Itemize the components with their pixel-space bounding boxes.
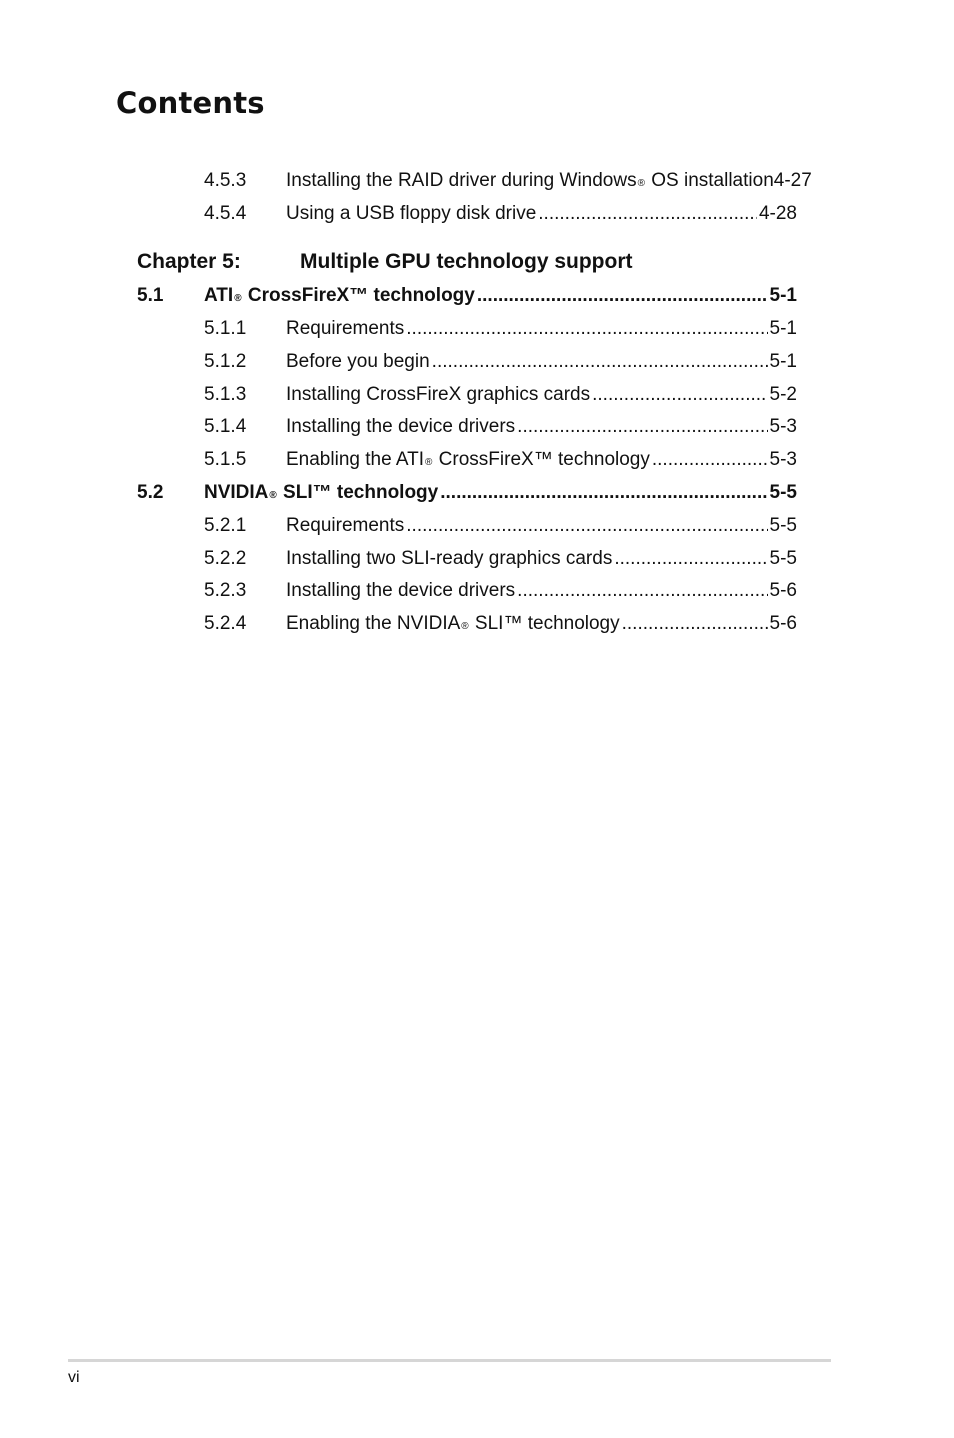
leader-dots (517, 579, 767, 603)
toc-section-text-cont: SLI™ technology (277, 482, 439, 503)
toc-section-text: ATI (204, 285, 234, 306)
leader-dots (477, 284, 768, 308)
toc-entry-page: 5-3 (769, 449, 797, 470)
toc-section-text: NVIDIA (204, 482, 269, 503)
toc-entry-number: 4.5.4 (204, 203, 247, 224)
toc-entry-label (286, 383, 797, 407)
toc-entry-page: 5-6 (769, 580, 797, 601)
toc-entry-label (286, 202, 797, 226)
toc-entry-number: 5.1.5 (204, 449, 247, 470)
toc-section-text-cont: CrossFireX™ technology (242, 285, 475, 306)
leader-dots (406, 317, 767, 341)
toc-entry-text: Installing the RAID driver during Windows (286, 170, 637, 191)
toc-entry-page: 4-27 (773, 170, 812, 191)
toc-entry-text: Enabling the ATI (286, 449, 425, 470)
toc-entry-page: 5-1 (769, 351, 797, 372)
leader-dots (592, 383, 767, 407)
toc-entry-text-cont: OS installation (645, 170, 774, 191)
leader-dots (622, 612, 768, 636)
toc-section-label: NVIDIA ® SLI™ technology ..... 5-5 (204, 481, 797, 505)
toc-entry-page: 5-2 (769, 384, 797, 405)
toc-entry-label (286, 579, 797, 603)
toc-entry-number: 5.1.2 (204, 351, 247, 372)
toc-entry-text-cont: SLI™ technology (469, 613, 620, 634)
toc-entry-label (286, 317, 797, 341)
toc-entry-number: 5.2.3 (204, 580, 247, 601)
toc-entry-label: Enabling the ATI ® CrossFireX™ technology ..... 5-3 (286, 448, 797, 472)
leader-dots (440, 481, 767, 505)
toc-entry-text: Requirements (286, 318, 405, 339)
leader-dots (406, 514, 767, 538)
toc-entry-text-cont: CrossFireX™ technology (433, 449, 650, 470)
leader-dots (432, 350, 768, 374)
leader-dots (614, 547, 767, 571)
toc-entry-page: 5-5 (769, 548, 797, 569)
toc-entry-text: Installing the device drivers (286, 580, 516, 601)
toc-entry-number: 5.1.4 (204, 416, 247, 437)
toc-entry-text: Using a USB floppy disk drive (286, 203, 537, 224)
toc-entry-page: 5-3 (769, 416, 797, 437)
toc-entry-text: Requirements (286, 515, 405, 536)
chapter-number: Chapter 5: (137, 250, 241, 273)
leader-dots (538, 202, 757, 226)
toc-section-number: 5.1 (137, 285, 164, 306)
toc-entry-text: Before you begin (286, 351, 430, 372)
toc-entry-number: 5.2.4 (204, 613, 247, 634)
toc-entry-label: Enabling the NVIDIA ® SLI™ technology ..... 5-6 (286, 612, 797, 636)
toc-entry-label (286, 415, 797, 439)
toc-section-page: 5-1 (769, 285, 797, 306)
toc-entry-text: Installing CrossFireX graphics cards (286, 384, 591, 405)
leader-dots (517, 415, 767, 439)
toc-entry-label: Installing the RAID driver during Windows ® OS installation 4-27 (286, 170, 812, 191)
footer-divider (68, 1359, 831, 1362)
toc-entry-number: 5.2.1 (204, 515, 247, 536)
chapter-title: Multiple GPU technology support (300, 250, 633, 273)
toc-entry-text: Installing the device drivers (286, 416, 516, 437)
leader-dots (652, 448, 768, 472)
toc-entry-page: 4-28 (758, 203, 797, 224)
toc-entry-text: Enabling the NVIDIA (286, 613, 461, 634)
toc-entry-number: 5.2.2 (204, 548, 247, 569)
toc-entry-page: 5-6 (769, 613, 797, 634)
footer-page-number: vi (68, 1369, 80, 1386)
toc-entry-label (286, 514, 797, 538)
toc-entry-number: 5.1.3 (204, 384, 247, 405)
toc-entry-number: 4.5.3 (204, 170, 247, 191)
page-title: Contents (116, 86, 265, 120)
toc-entry-label (286, 350, 797, 374)
toc-entry-page: 5-1 (769, 318, 797, 339)
toc-section-page: 5-5 (769, 482, 797, 503)
toc-section-label: ATI ® CrossFireX™ technology ..... 5-1 (204, 284, 797, 308)
toc-entry-page: 5-5 (769, 515, 797, 536)
toc-section-number: 5.2 (137, 482, 164, 503)
toc-entry-text: Installing two SLI-ready graphics cards (286, 548, 613, 569)
toc-entry-number: 5.1.1 (204, 318, 247, 339)
toc-entry-label (286, 547, 797, 571)
